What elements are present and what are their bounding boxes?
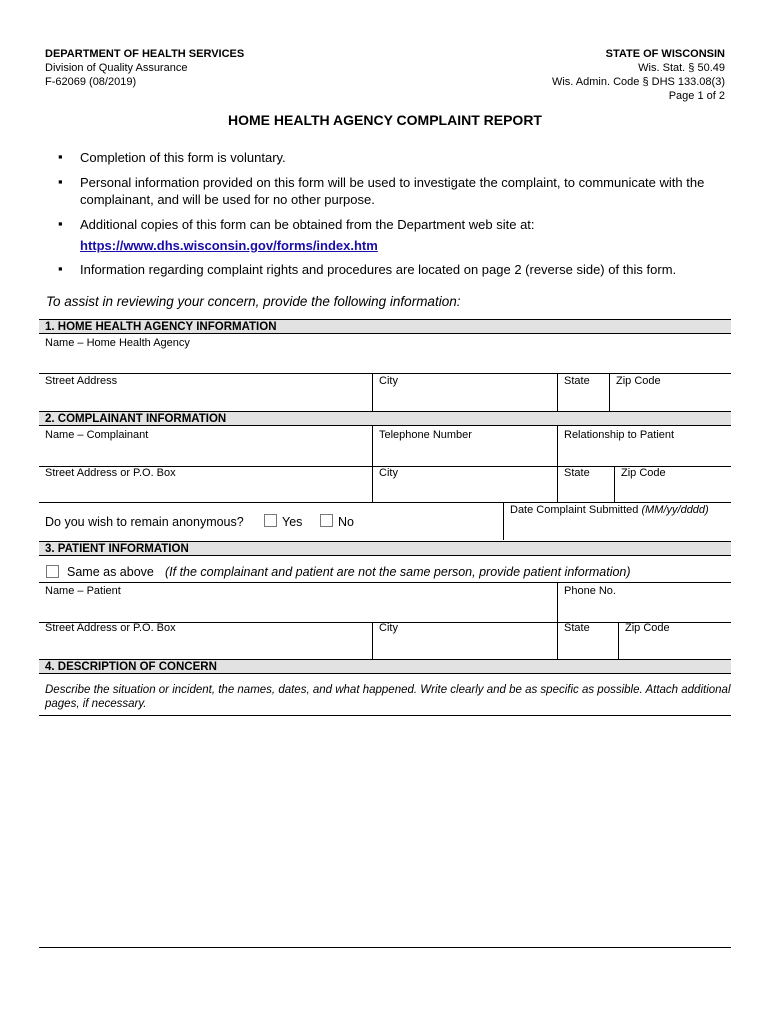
bullet-icon: ▪ bbox=[58, 216, 63, 231]
patient-street-label: Street Address or P.O. Box bbox=[45, 622, 176, 634]
same-as-above-note: (If the complainant and patient are not the same person, provide patient information) bbox=[165, 565, 631, 579]
description-instructions: Describe the situation or incident, the names, dates, and what happened. Write clearly and be as specific as possible. Attach additional pages, if necessary. bbox=[45, 684, 731, 710]
patient-phone-label: Phone No. bbox=[564, 585, 616, 597]
statute-ref: Wis. Stat. § 50.49 bbox=[638, 62, 725, 74]
form-id: F-62069 (08/2019) bbox=[45, 76, 137, 88]
complainant-city-label: City bbox=[379, 467, 398, 479]
anonymous-no-checkbox[interactable] bbox=[320, 514, 333, 527]
same-as-above-label: Same as above bbox=[67, 565, 154, 579]
patient-city-label: City bbox=[379, 622, 398, 634]
section-3-header: 3. PATIENT INFORMATION bbox=[39, 541, 731, 556]
relationship-label: Relationship to Patient bbox=[564, 429, 675, 441]
date-submitted-label: Date Complaint Submitted (MM/yy/dddd) bbox=[510, 504, 709, 516]
complainant-state-label: State bbox=[564, 467, 590, 479]
bullet-privacy: Personal information provided on this form will be used to investigate the complaint, to communicate with the complainant, and will be used for no other purpose. bbox=[80, 175, 705, 207]
divider bbox=[372, 622, 373, 659]
description-textarea[interactable] bbox=[39, 716, 731, 946]
agency-name-label: Name – Home Health Agency bbox=[45, 337, 190, 349]
patient-name-label: Name – Patient bbox=[45, 585, 121, 597]
divider bbox=[557, 582, 558, 622]
same-as-above-checkbox[interactable] bbox=[46, 565, 59, 578]
state-name: STATE OF WISCONSIN bbox=[605, 48, 725, 60]
intro-text: To assist in reviewing your concern, provide the following information: bbox=[46, 294, 461, 309]
divider bbox=[39, 582, 731, 583]
agency-state-label: State bbox=[564, 375, 590, 387]
anonymous-yes-checkbox[interactable] bbox=[264, 514, 277, 527]
forms-link[interactable]: https://www.dhs.wisconsin.gov/forms/index.htm bbox=[80, 238, 378, 253]
complainant-zip-label: Zip Code bbox=[621, 467, 666, 479]
divider bbox=[39, 373, 731, 374]
bullet-icon: ▪ bbox=[58, 261, 63, 276]
section-1-header: 1. HOME HEALTH AGENCY INFORMATION bbox=[39, 319, 731, 334]
agency-street-label: Street Address bbox=[45, 375, 118, 387]
divider bbox=[557, 426, 558, 466]
department-name: DEPARTMENT OF HEALTH SERVICES bbox=[45, 48, 245, 60]
anonymous-question: Do you wish to remain anonymous? bbox=[45, 515, 244, 529]
agency-name-field[interactable] bbox=[39, 336, 731, 372]
agency-city-label: City bbox=[379, 375, 398, 387]
page-title: HOME HEALTH AGENCY COMPLAINT REPORT bbox=[228, 112, 542, 128]
section-4-header: 4. DESCRIPTION OF CONCERN bbox=[39, 659, 731, 674]
divider bbox=[614, 466, 615, 502]
page-bottom-rule bbox=[39, 947, 731, 948]
bullet-copies: Additional copies of this form can be obtained from the Department web site at: bbox=[80, 217, 535, 232]
bullet-icon: ▪ bbox=[58, 149, 63, 164]
page-number: Page 1 of 2 bbox=[668, 90, 725, 102]
divider bbox=[39, 502, 731, 503]
divider bbox=[372, 373, 373, 411]
divider bbox=[372, 426, 373, 466]
admin-code-ref: Wis. Admin. Code § DHS 133.08(3) bbox=[551, 76, 725, 88]
patient-zip-label: Zip Code bbox=[625, 622, 670, 634]
bullet-voluntary: Completion of this form is voluntary. bbox=[80, 150, 286, 165]
agency-zip-label: Zip Code bbox=[616, 375, 661, 387]
division-name: Division of Quality Assurance bbox=[45, 62, 188, 74]
anonymous-yes-label: Yes bbox=[282, 515, 303, 529]
complainant-name-label: Name – Complainant bbox=[45, 429, 149, 441]
divider bbox=[557, 373, 558, 411]
bullet-icon: ▪ bbox=[58, 174, 63, 189]
divider bbox=[609, 373, 610, 411]
patient-state-label: State bbox=[564, 622, 590, 634]
divider bbox=[618, 622, 619, 659]
bullet-rights: Information regarding complaint rights and procedures are located on page 2 (reverse side) of this form. bbox=[80, 262, 677, 277]
complainant-street-label: Street Address or P.O. Box bbox=[45, 467, 176, 479]
divider bbox=[557, 466, 558, 502]
telephone-label: Telephone Number bbox=[379, 429, 472, 441]
divider bbox=[557, 622, 558, 659]
divider bbox=[372, 466, 373, 502]
anonymous-no-label: No bbox=[338, 515, 354, 529]
section-2-header: 2. COMPLAINANT INFORMATION bbox=[39, 411, 731, 426]
date-submitted-field[interactable] bbox=[504, 518, 730, 540]
